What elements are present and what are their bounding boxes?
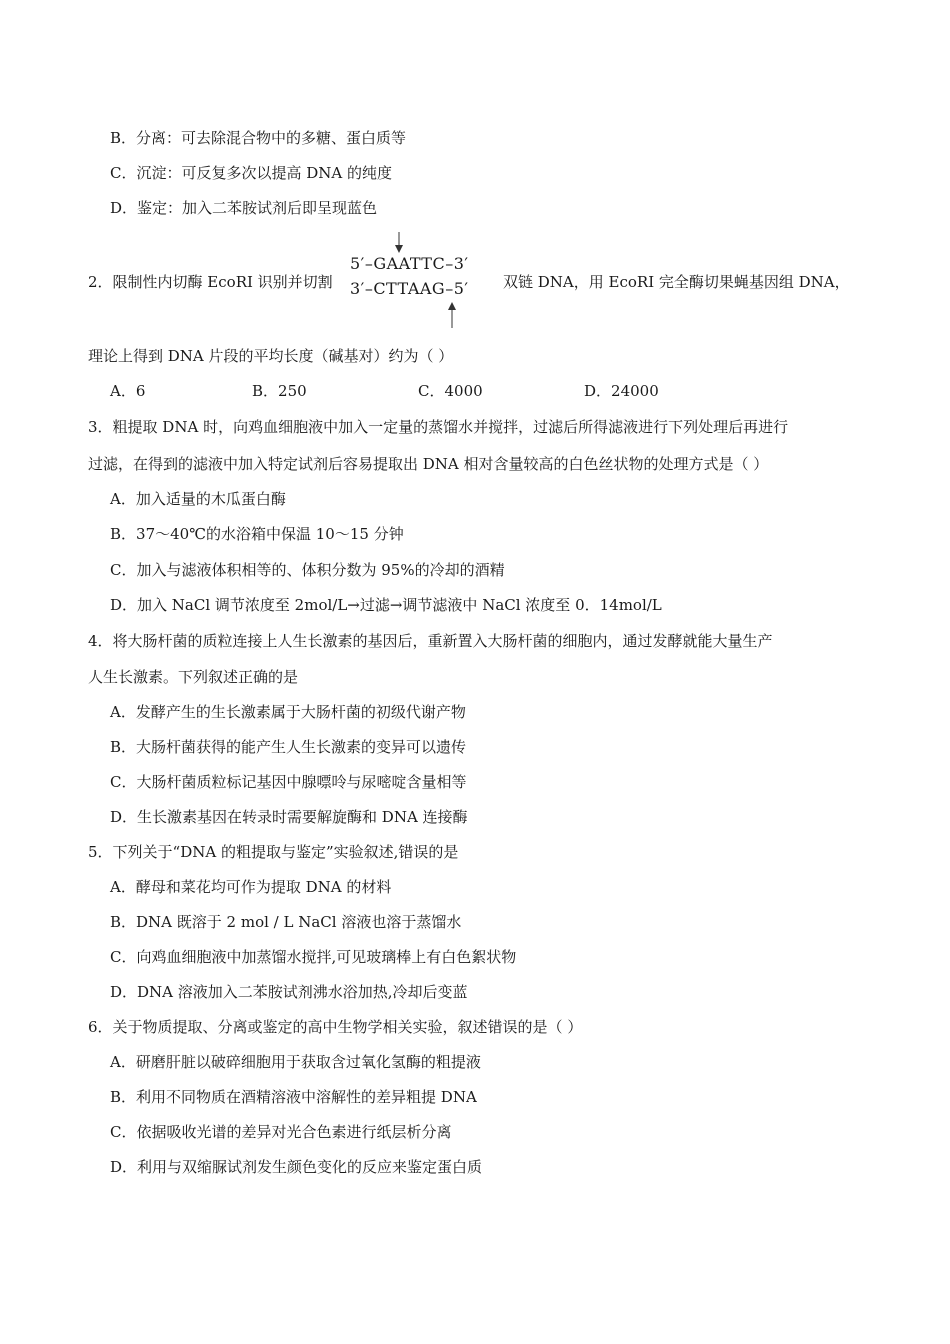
q3-stem-line2: 过滤，在得到的滤液中加入特定试剂后容易提取出 DNA 相对含量较高的白色丝状物的处理方式是（ ） xyxy=(88,455,769,473)
ecori-sequence-figure xyxy=(350,254,500,320)
q3-option-b: B．37～40℃的水浴箱中保温 10～15 分钟 xyxy=(110,525,404,543)
q5-stem: 5．下列关于“DNA 的粗提取与鉴定”实验叙述,错误的是 xyxy=(88,843,459,861)
q6-stem: 6．关于物质提取、分离或鉴定的高中生物学相关实验，叙述错误的是（ ） xyxy=(88,1018,583,1036)
sequence-bottom-strand: 3′–CTTAAG–5′ xyxy=(350,279,469,298)
q6-option-a: A．研磨肝脏以破碎细胞用于获取含过氧化氢酶的粗提液 xyxy=(110,1053,481,1071)
q1-option-c: C．沉淀：可反复多次以提高 DNA 的纯度 xyxy=(110,164,392,182)
q2-option-c: C．4000 xyxy=(418,382,483,400)
q5-option-c: C．向鸡血细胞液中加蒸馏水搅拌,可见玻璃棒上有白色絮状物 xyxy=(110,948,517,966)
q6-option-d: D．利用与双缩脲试剂发生颜色变化的反应来鉴定蛋白质 xyxy=(110,1158,483,1176)
q2-stem-line2: 理论上得到 DNA 片段的平均长度（碱基对）约为（ ） xyxy=(88,347,454,365)
q6-option-c: C．依据吸收光谱的差异对光合色素进行纸层析分离 xyxy=(110,1123,452,1141)
q5-option-a: A．酵母和菜花均可作为提取 DNA 的材料 xyxy=(110,878,392,896)
q1-option-b: B．分离：可去除混合物中的多糖、蛋白质等 xyxy=(110,129,407,147)
q3-option-c: C．加入与滤液体积相等的、体积分数为 95%的冷却的酒精 xyxy=(110,561,505,579)
q3-option-a: A．加入适量的木瓜蛋白酶 xyxy=(110,490,286,508)
q4-option-b: B．大肠杆菌获得的能产生人生长激素的变异可以遗传 xyxy=(110,738,467,756)
q4-stem-line2: 人生长激素。下列叙述正确的是 xyxy=(88,668,299,686)
q2-option-d: D．24000 xyxy=(584,382,659,400)
q2-stem-suffix: 双链 DNA，用 EcoRI 完全酶切果蝇基因组 DNA， xyxy=(503,273,850,291)
q6-option-b: B．利用不同物质在酒精溶液中溶解性的差异粗提 DNA xyxy=(110,1088,477,1106)
sequence-top-strand: 5′–GAATTC–3′ xyxy=(350,254,469,273)
q4-option-d: D．生长激素基因在转录时需要解旋酶和 DNA 连接酶 xyxy=(110,808,468,826)
q5-option-b: B．DNA 既溶于 2 mol / L NaCl 溶液也溶于蒸馏水 xyxy=(110,913,462,931)
q3-option-d: D．加入 NaCl 调节浓度至 2mol/L→过滤→调节滤液中 NaCl 浓度至 0．14mol/L xyxy=(110,596,662,614)
q4-stem-line1: 4．将大肠杆菌的质粒连接上人生长激素的基因后，重新置入大肠杆菌的细胞内，通过发酵就能大量生产 xyxy=(88,632,773,650)
q2-option-a: A．6 xyxy=(110,382,146,400)
q4-option-c: C．大肠杆菌质粒标记基因中腺嘌呤与尿嘧啶含量相等 xyxy=(110,773,467,791)
q5-option-d: D．DNA 溶液加入二苯胺试剂沸水浴加热,冷却后变蓝 xyxy=(110,983,468,1001)
q1-option-d: D．鉴定：加入二苯胺试剂后即呈现蓝色 xyxy=(110,199,378,217)
q2-stem-prefix: 2．限制性内切酶 EcoRI 识别并切割 xyxy=(88,273,333,291)
q4-option-a: A．发酵产生的生长激素属于大肠杆菌的初级代谢产物 xyxy=(110,703,466,721)
q2-option-b: B．250 xyxy=(252,382,307,400)
q3-stem-line1: 3．粗提取 DNA 时，向鸡血细胞液中加入一定量的蒸馏水并搅拌，过滤后所得滤液进行下列处理后再进行 xyxy=(88,418,789,436)
